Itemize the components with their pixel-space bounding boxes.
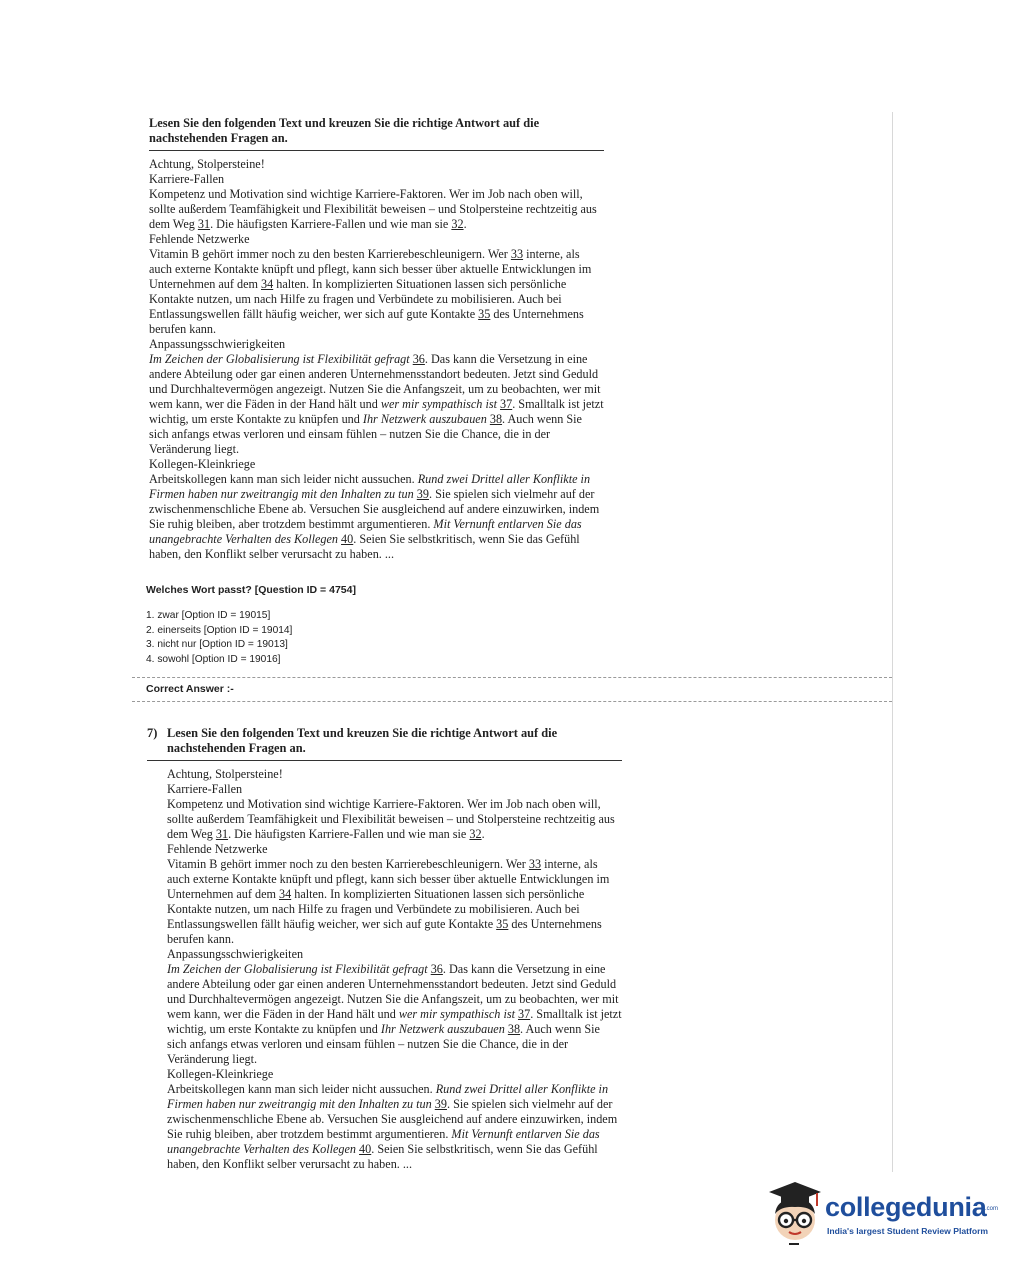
option-item[interactable]: 2. einerseits [Option ID = 19014]	[146, 624, 293, 636]
question-block-6	[149, 116, 604, 562]
options-list	[146, 609, 292, 667]
gap-35: 35	[478, 307, 491, 321]
gap-32: 32	[469, 827, 482, 841]
gap-35: 35	[496, 917, 509, 931]
passage-title: Achtung, Stolpersteine!	[167, 767, 283, 781]
option-item[interactable]: 4. sowohl [Option ID = 19016]	[146, 653, 281, 665]
gap-36: 36	[412, 352, 425, 366]
passage-paragraph: Vitamin B gehört immer noch zu den besten Karrierebeschleunigern. Wer 33 interne, als auch externe Kontakte knüpft und pflegt, kann sich besser über aktuelle Entwicklungen im Unternehmen auf dem 34 halten. In komplizierten Situationen lassen sich persönliche Kontakte nutzen, um nach Hilfe zu fragen und Verbündete zu mobilisieren. Auch bei Entlassungswellen fällt häufig weicher, wer sich auf gute Kontakte 35 des Unternehmens berufen kann.	[149, 247, 592, 336]
gap-38: 38	[507, 1022, 521, 1036]
passage-heading: Fehlende Netzwerke	[167, 842, 268, 856]
passage-heading: Kollegen-Kleinkriege	[149, 457, 256, 471]
gap-38: 38	[489, 412, 503, 426]
passage-heading: Karriere-Fallen	[167, 782, 243, 796]
passage-paragraph: Vitamin B gehört immer noch zu den besten Karrierebeschleunigern. Wer 33 interne, als auch externe Kontakte knüpft und pflegt, kann sich besser über aktuelle Entwicklungen im Unternehmen auf dem 34 halten. In komplizierten Situationen lassen sich persönliche Kontakte nutzen, um nach Hilfe zu fragen und Verbündete zu mobilisieren. Auch bei Entlassungswellen fällt häufig weicher, wer sich auf gute Kontakte 35 des Unternehmens berufen kann.	[167, 857, 610, 946]
divider	[132, 701, 892, 702]
passage-heading: Anpassungsschwierigkeiten	[167, 947, 304, 961]
passage-paragraph: Kompetenz und Motivation sind wichtige Karriere-Faktoren. Wer im Job nach oben will, sollte außerdem Teamfähigkeit und Flexibilität beweisen – und Stolpersteine rechtzeitig aus dem Weg 31. Die häufigsten Karriere-Fallen und wie man sie 32.	[167, 797, 615, 841]
passage-paragraph: Arbeitskollegen kann man sich leider nicht aussuchen. Rund zwei Drittel aller Konflikte in Firmen haben nur zweitrangig mit den Inhalten zu tun 39. Sie spielen sich vielmehr auf der zwischenmenschliche Ebene ab. Versuchen Sie ausgleichend auf andere einzuwirken, indem Sie ruhig bleiben, aber trotzdem bestimmt argumentieren. Mit Vernunft entlarven Sie das unangebrachte Verhalten des Kollegen 40. Seien Sie selbstkritisch, wenn Sie das Gefühl haben, den Konflikt selber verursacht zu haben. ...	[149, 472, 600, 561]
question-number: 7)	[147, 726, 158, 740]
instruction-heading: 7) Lesen Sie den folgenden Text und kreuzen Sie die richtige Antwort auf die nachstehenden Fragen an.	[147, 726, 622, 761]
gap-37: 37	[500, 397, 513, 411]
gap-40: 40	[359, 1142, 372, 1156]
passage-paragraph: Kompetenz und Motivation sind wichtige Karriere-Faktoren. Wer im Job nach oben will, sollte außerdem Teamfähigkeit und Flexibilität beweisen – und Stolpersteine rechtzeitig aus dem Weg 31. Die häufigsten Karriere-Fallen und wie man sie 32.	[149, 187, 597, 231]
gap-37: 37	[518, 1007, 531, 1021]
gap-40: 40	[341, 532, 354, 546]
gap-39: 39	[416, 487, 429, 501]
gap-32: 32	[451, 217, 464, 231]
passage-paragraph: Im Zeichen der Globalisierung ist Flexibilität gefragt 36. Das kann die Versetzung in eine andere Abteilung oder gar einen anderen Unternehmensstandort bedeuten. Jetzt sind Geduld und Durchhaltevermögen angezeigt. Nutzen Sie die Anfangszeit, um zu beobachten, wer mit wem kann, wer die Fäden in der Hand hält und wer mir sympathisch ist 37. Smalltalk ist jetzt wichtig, um erste Kontakte zu knüpfen und Ihr Netzwerk auszubauen 38. Auch wenn Sie sich anfangs etwas verloren und einsam fühlen – nutzen Sie die Chance, die in der Veränderung liegt.	[149, 352, 604, 456]
passage-paragraph: Arbeitskollegen kann man sich leider nicht aussuchen. Rund zwei Drittel aller Konflikte in Firmen haben nur zweitrangig mit den Inhalten zu tun 39. Sie spielen sich vielmehr auf der zwischenmenschliche Ebene ab. Versuchen Sie ausgleichend auf andere einzuwirken, indem Sie ruhig bleiben, aber trotzdem bestimmt argumentieren. Mit Vernunft entlarven Sie das unangebrachte Verhalten des Kollegen 40. Seien Sie selbstkritisch, wenn Sie das Gefühl haben, den Konflikt selber verursacht zu haben. ...	[167, 1082, 618, 1171]
divider	[132, 677, 892, 678]
gap-31: 31	[215, 827, 229, 841]
gap-39: 39	[434, 1097, 447, 1111]
passage-paragraph: Im Zeichen der Globalisierung ist Flexibilität gefragt 36. Das kann die Versetzung in eine andere Abteilung oder gar einen anderen Unternehmensstandort bedeuten. Jetzt sind Geduld und Durchhaltevermögen angezeigt. Nutzen Sie die Anfangszeit, um zu beobachten, wer mit wem kann, wer die Fäden in der Hand hält und wer mir sympathisch ist 37. Smalltalk ist jetzt wichtig, um erste Kontakte zu knüpfen und Ihr Netzwerk auszubauen 38. Auch wenn Sie sich anfangs etwas verloren und einsam fühlen – nutzen Sie die Chance, die in der Veränderung liegt.	[167, 962, 622, 1066]
gap-33: 33	[510, 247, 524, 261]
gap-36: 36	[430, 962, 443, 976]
passage-heading: Kollegen-Kleinkriege	[167, 1067, 274, 1081]
option-item[interactable]: 1. zwar [Option ID = 19015]	[146, 610, 271, 621]
question-block-7	[147, 726, 622, 1172]
passage-title: Achtung, Stolpersteine!	[149, 157, 265, 171]
collegedunia-logo[interactable]	[765, 1180, 999, 1248]
reading-passage	[149, 157, 604, 562]
reading-passage	[147, 767, 622, 1172]
instruction-heading: Lesen Sie den folgenden Text und kreuzen Sie die richtige Antwort auf die nachstehenden Fragen an.	[149, 116, 604, 151]
logo-domain: .com	[985, 1206, 999, 1212]
passage-heading: Karriere-Fallen	[149, 172, 225, 186]
gap-31: 31	[197, 217, 211, 231]
gap-34: 34	[279, 887, 292, 901]
option-item[interactable]: 3. nicht nur [Option ID = 19013]	[146, 639, 288, 651]
logo-wordmark: collegedunia	[825, 1192, 987, 1222]
passage-heading: Fehlende Netzwerke	[149, 232, 250, 246]
correct-answer-label: Correct Answer :-	[146, 683, 234, 695]
passage-heading: Anpassungsschwierigkeiten	[149, 337, 286, 351]
gap-33: 33	[528, 857, 542, 871]
question-text: Welches Wort passt? [Question ID = 4754]	[146, 584, 356, 596]
gap-34: 34	[261, 277, 274, 291]
logo-tagline: India's largest Student Review Platform	[827, 1226, 989, 1236]
mascot-icon	[765, 1180, 825, 1248]
